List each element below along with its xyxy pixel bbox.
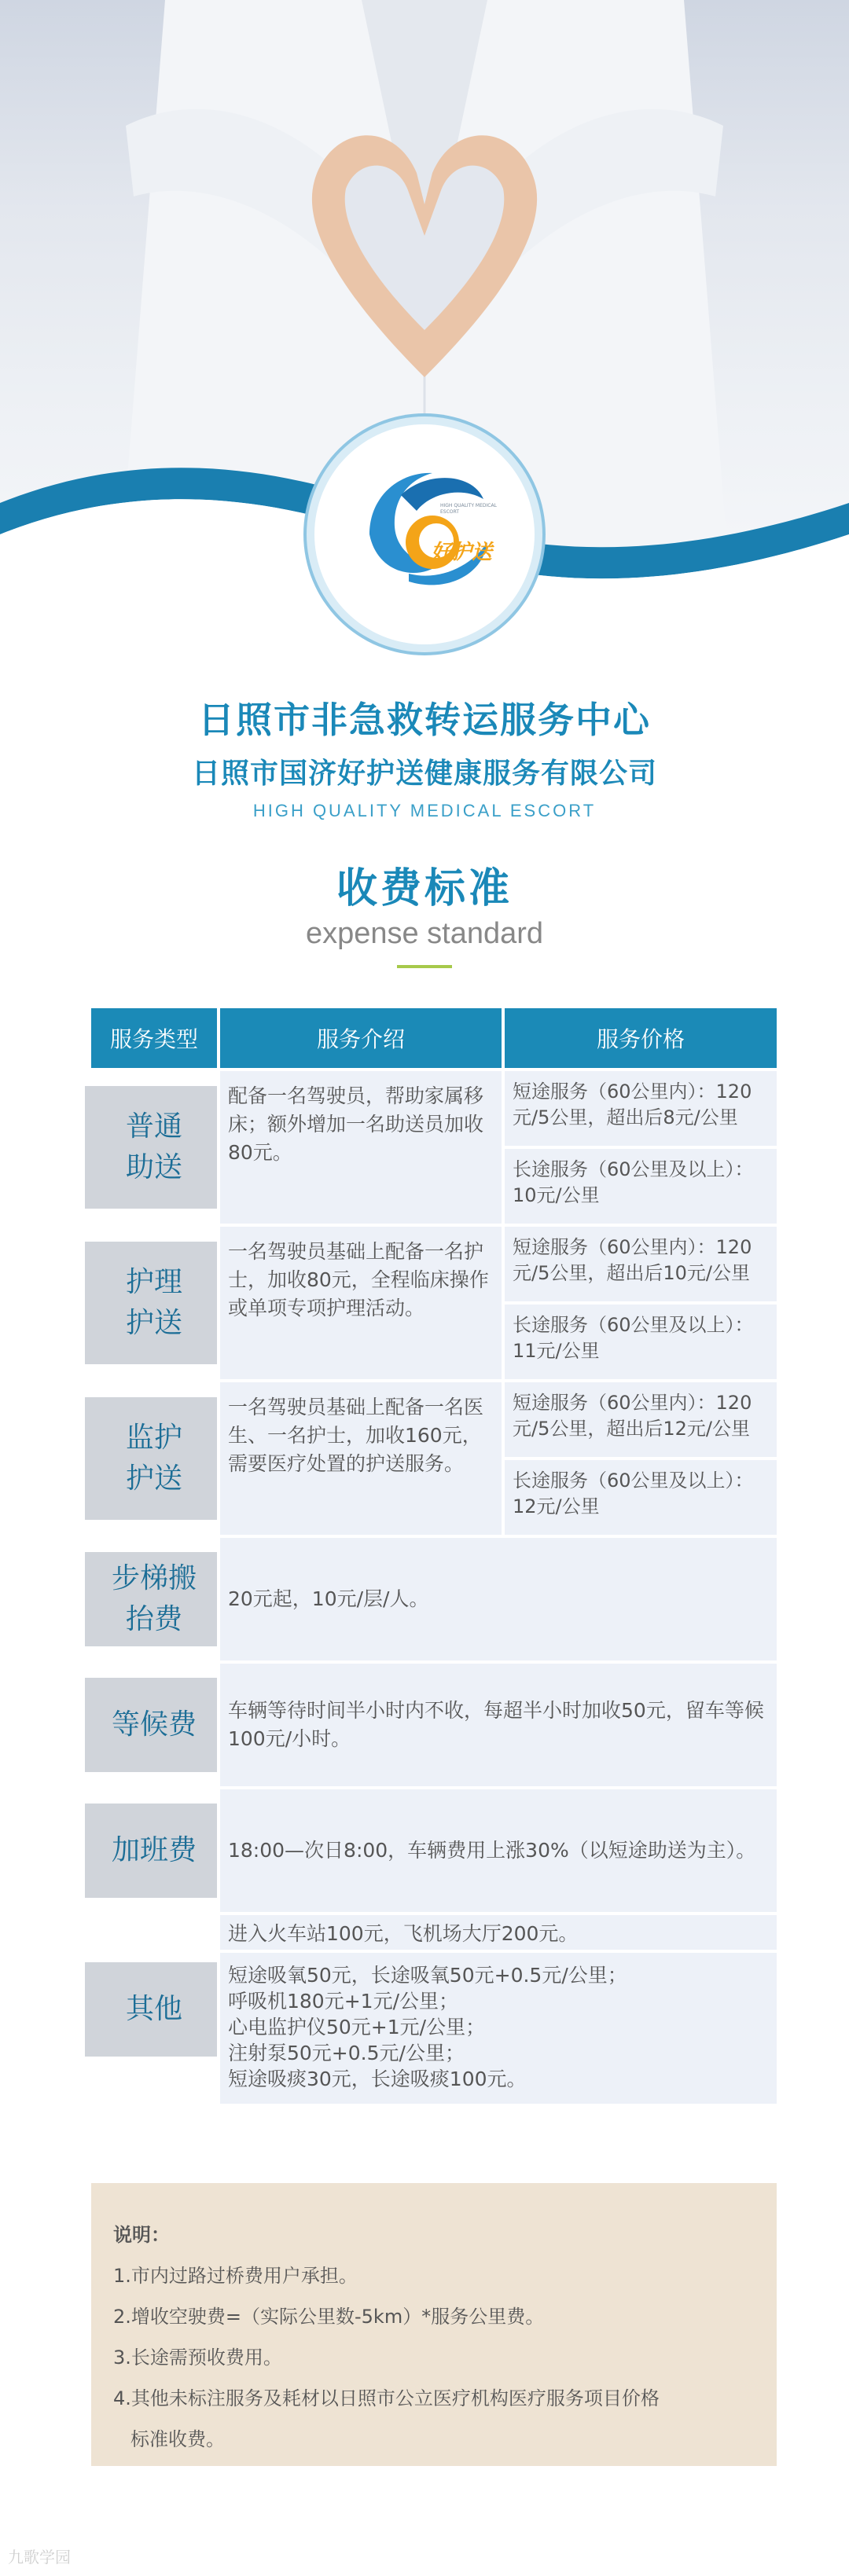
header-service-price: 服务价格 [505,1008,777,1068]
table-row [91,1227,777,1379]
service-desc: 20元起，10元/层/人。 [220,1538,777,1660]
service-type-cell [91,1382,217,1535]
section-divider [397,965,452,968]
header-titles [0,692,849,821]
service-type-cell [91,1664,217,1786]
note-item-cont: 标准收费。 [130,2428,225,2450]
note-item: 4.其他未标注服务及耗材以日照市公立医疗机构医疗服务项目价格 [113,2387,660,2409]
service-type-cell [91,1789,217,1912]
service-type-label: 步梯搬 抬费 [91,1552,217,1646]
notes-heading: 说明： [113,2224,170,2246]
logo-small-text: HIGH QUALITY MEDICAL ESCORT [440,503,497,515]
pricing-table [91,1008,777,2104]
other-fee-equipment: 短途吸氧50元，长途吸氧50元+0.5元/公里； 呼吸机180元+1元/公里； 心电监护仪50元+1元/公里； 注射泵50元+0.5元/公里； 短途吸痰30元，长途吸痰100元。 [220,1953,777,2104]
header-service-type: 服务类型 [91,1008,217,1068]
header-service-desc: 服务介绍 [220,1008,502,1068]
service-desc [220,1915,777,2104]
logo-brand-text: 好护送 [431,541,493,564]
price-long: 长途服务（60公里及以上）：10元/公里 [505,1149,777,1224]
price-long: 长途服务（60公里及以上）：12元/公里 [505,1460,777,1535]
service-type-cell [91,1227,217,1379]
page-title: 日照市非急救转运服务中心 [198,699,651,741]
service-type-label: 等候费 [91,1678,217,1772]
price-long: 长途服务（60公里及以上）：11元/公里 [505,1305,777,1379]
service-price [505,1382,777,1535]
table-header [91,1008,777,1068]
section-heading [0,855,849,968]
service-type-label: 监护 护送 [91,1397,217,1520]
table-row [91,1915,777,2104]
table-row [91,1071,777,1224]
price-short: 短途服务（60公里内）：120元/5公里，超出后10元/公里 [505,1227,777,1301]
table-row [91,1664,777,1786]
service-type-label: 其他 [91,1962,217,2057]
service-type-label: 普通 助送 [91,1086,217,1209]
service-desc: 配备一名驾驶员，帮助家属移床；额外增加一名助送员加收80元。 [220,1071,502,1224]
service-desc: 车辆等待时间半小时内不收，每超半小时加收50元，留车等候100元/小时。 [220,1664,777,1786]
service-price [505,1227,777,1379]
service-desc: 一名驾驶员基础上配备一名护士，加收80元，全程临床操作或单项专项护理活动。 [220,1227,502,1379]
service-price [505,1071,777,1224]
price-short: 短途服务（60公里内）：120元/5公里，超出后8元/公里 [505,1071,777,1146]
price-short: 短途服务（60公里内）：120元/5公里，超出后12元/公里 [505,1382,777,1457]
company-name-en: HIGH QUALITY MEDICAL ESCORT [252,801,597,820]
service-type-cell [91,1538,217,1660]
table-row [91,1538,777,1660]
service-type-cell [91,1071,217,1224]
service-type-label: 护理 护送 [91,1242,217,1364]
company-logo [314,424,535,644]
note-item: 2.增收空驶费=（实际公里数-5km）*服务公里费。 [113,2306,545,2328]
company-name: 日照市国济好护送健康服务有限公司 [191,758,657,790]
service-desc: 一名驾驶员基础上配备一名医生、一名护士，加收160元，需要医疗处置的护送服务。 [220,1382,502,1535]
service-desc: 18:00—次日8:00，车辆费用上涨30%（以短途助送为主）。 [220,1789,777,1912]
notes-box [91,2183,777,2466]
section-title-en: expense standard [305,917,544,950]
note-item: 3.长途需预收费用。 [113,2347,282,2369]
service-type-cell [91,1915,217,2104]
table-row [91,1789,777,1912]
section-title: 收费标准 [336,865,513,912]
service-type-label: 加班费 [91,1804,217,1898]
watermark: 九歌学园 [8,2548,71,2567]
dolphin-icon [314,424,535,644]
table-row [91,1382,777,1535]
other-fee-station: 进入火车站100元，飞机场大厅200元。 [220,1915,777,1950]
note-item: 1.市内过路过桥费用户承担。 [113,2265,358,2287]
